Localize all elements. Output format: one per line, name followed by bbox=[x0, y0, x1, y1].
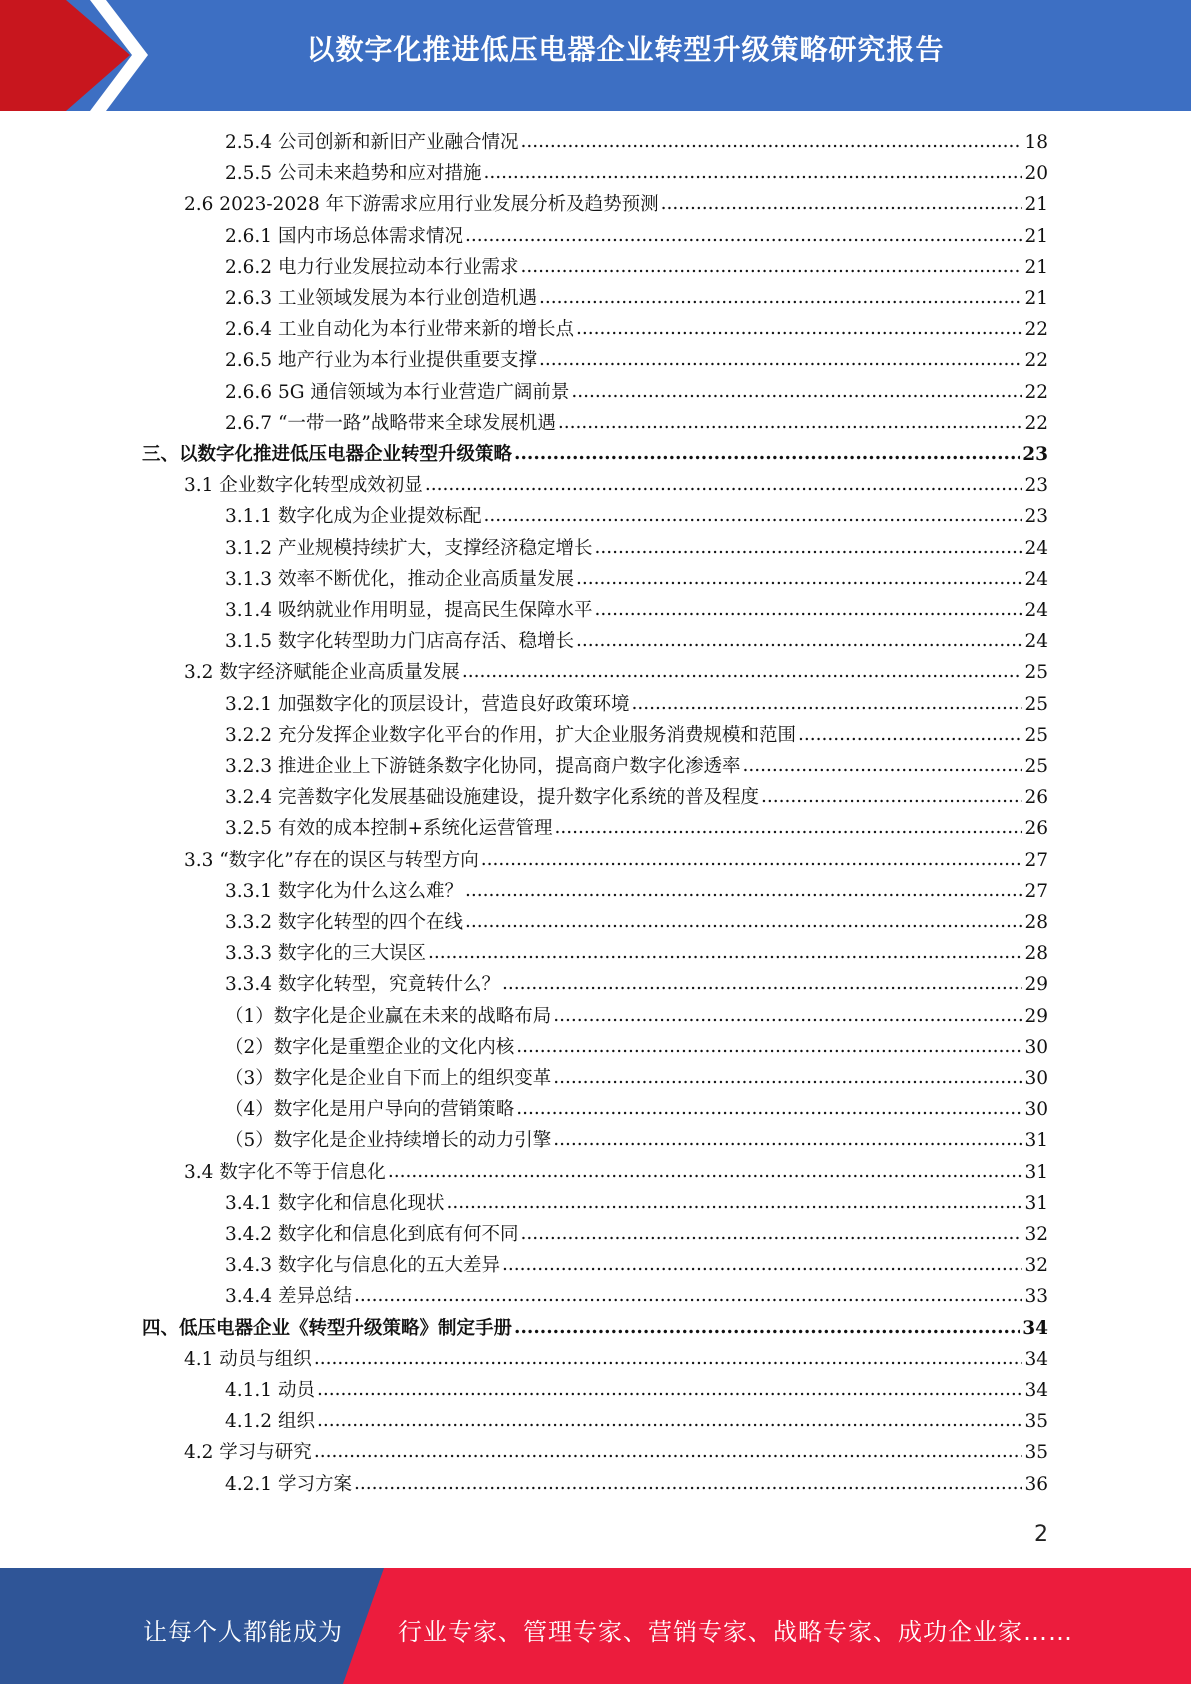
toc-entry-title: 3.2.3 推进企业上下游链条数字化协同，提高商户数字化渗透率 bbox=[225, 756, 741, 777]
toc-dot-leader bbox=[558, 407, 1023, 438]
toc-entry-page: 32 bbox=[1024, 1255, 1048, 1277]
toc-entry-title: 2.5.5 公司未来趋势和应对措施 bbox=[225, 163, 482, 185]
toc-entry[interactable] bbox=[225, 720, 1048, 751]
toc-dot-leader bbox=[514, 1312, 1020, 1343]
toc-dot-leader bbox=[483, 500, 1022, 531]
toc-entry-page: 30 bbox=[1024, 1099, 1048, 1121]
toc-entry-title: 四、低压电器企业《转型升级策略》制定手册 bbox=[142, 1317, 513, 1339]
toc-entry[interactable] bbox=[225, 1063, 1048, 1094]
toc-entry-title: 4.2.1 学习方案 bbox=[225, 1473, 352, 1495]
toc-entry-page: 28 bbox=[1024, 912, 1048, 933]
toc-entry[interactable] bbox=[142, 1313, 1048, 1344]
toc-entry-page: 30 bbox=[1024, 1036, 1048, 1058]
toc-dot-leader bbox=[462, 656, 1023, 687]
header-banner bbox=[0, 0, 1191, 111]
toc-entry[interactable] bbox=[225, 1219, 1048, 1250]
toc-entry[interactable] bbox=[225, 408, 1048, 439]
toc-entry[interactable] bbox=[225, 907, 1048, 938]
toc-entry-title: 3.2.2 充分发挥企业数字化平台的作用，扩大企业服务消费规模和范围 bbox=[225, 724, 796, 746]
toc-entry-title: 2.6.1 国内市场总体需求情况 bbox=[225, 225, 463, 247]
toc-entry-page: 30 bbox=[1024, 1068, 1048, 1089]
toc-dot-leader bbox=[594, 594, 1022, 625]
toc-entry-title: 3.1.1 数字化成为企业提效标配 bbox=[225, 506, 482, 528]
toc-entry-title: 3.4.1 数字化和信息化现状 bbox=[225, 1192, 445, 1214]
toc-dot-leader bbox=[465, 220, 1022, 251]
toc-dot-leader bbox=[539, 282, 1022, 313]
toc-entry[interactable] bbox=[184, 1157, 1048, 1188]
toc-entry-page: 24 bbox=[1024, 568, 1048, 590]
toc-entry-page: 24 bbox=[1024, 631, 1048, 653]
toc-entry-title: （3）数字化是企业自下而上的组织变革 bbox=[225, 1068, 552, 1089]
toc-dot-leader bbox=[553, 1062, 1022, 1093]
toc-entry[interactable] bbox=[225, 938, 1048, 969]
toc-entry[interactable] bbox=[225, 252, 1048, 283]
toc-entry-title: （1）数字化是企业赢在未来的战略布局 bbox=[225, 1005, 552, 1027]
toc-entry-page: 23 bbox=[1024, 506, 1048, 528]
toc-dot-leader bbox=[576, 625, 1022, 656]
toc-entry[interactable] bbox=[225, 377, 1048, 408]
toc-entry-title: 3.1.4 吸纳就业作用明显，提高民生保障水平 bbox=[225, 600, 593, 621]
toc-entry-title: （4）数字化是用户导向的营销策略 bbox=[225, 1099, 515, 1121]
toc-entry-title: 3.3.4 数字化转型，究竟转什么？ bbox=[225, 974, 500, 996]
toc-dot-leader bbox=[554, 812, 1022, 843]
toc-entry-page: 25 bbox=[1024, 662, 1048, 684]
toc-entry-page: 25 bbox=[1024, 724, 1048, 746]
toc-entry[interactable] bbox=[225, 283, 1048, 314]
toc-entry-title: 3.4.2 数字化和信息化到底有何不同 bbox=[225, 1224, 519, 1245]
toc-entry-page: 18 bbox=[1024, 132, 1048, 153]
toc-dot-leader bbox=[317, 1374, 1023, 1405]
toc-dot-leader bbox=[354, 1468, 1023, 1499]
toc-entry[interactable] bbox=[225, 1188, 1048, 1219]
toc-entry-title: 2.6 2023-2028 年下游需求应用行业发展分析及趋势预测 bbox=[184, 194, 659, 216]
toc-entry-page: 24 bbox=[1024, 537, 1048, 559]
toc-entry-title: 4.1 动员与组织 bbox=[184, 1348, 312, 1370]
toc-entry[interactable] bbox=[225, 876, 1048, 907]
toc-entry-title: 3.1.2 产业规模持续扩大，支撑经济稳定增长 bbox=[225, 537, 593, 559]
toc-entry-title: 3.2.5 有效的成本控制+系统化运营管理 bbox=[225, 818, 553, 840]
toc-entry-title: 3.3.3 数字化的三大误区 bbox=[225, 943, 426, 965]
toc-entry-page: 34 bbox=[1022, 1317, 1048, 1339]
toc-entry-title: 2.6.3 工业领域发展为本行业创造机遇 bbox=[225, 288, 537, 309]
toc-entry-page: 21 bbox=[1024, 256, 1048, 278]
toc-dot-leader bbox=[481, 844, 1023, 875]
toc-entry-page: 33 bbox=[1024, 1286, 1048, 1308]
toc-dot-leader bbox=[446, 1187, 1022, 1218]
toc-entry[interactable] bbox=[225, 1001, 1048, 1032]
toc-dot-leader bbox=[576, 313, 1022, 344]
toc-entry[interactable] bbox=[225, 345, 1048, 376]
toc-entry-title: 2.6.4 工业自动化为本行业带来新的增长点 bbox=[225, 319, 574, 341]
toc-dot-leader bbox=[520, 126, 1022, 157]
toc-entry-page: 35 bbox=[1024, 1442, 1048, 1464]
toc-dot-leader bbox=[661, 188, 1023, 219]
toc-entry-title: 4.2 学习与研究 bbox=[184, 1442, 312, 1464]
toc-entry-title: 3.1.3 效率不断优化，推动企业高质量发展 bbox=[225, 568, 574, 590]
toc-entry-page: 29 bbox=[1024, 1005, 1048, 1027]
toc-dot-leader bbox=[516, 1093, 1022, 1124]
toc-entry[interactable] bbox=[225, 564, 1048, 595]
footer-slogan-right: 行业专家、管理专家、营销专家、战略专家、成功企业家…… bbox=[398, 1618, 1073, 1646]
toc-entry-page: 26 bbox=[1024, 787, 1048, 809]
toc-entry-page: 25 bbox=[1024, 756, 1048, 777]
toc-entry[interactable] bbox=[225, 1375, 1048, 1406]
toc-entry-title: 3.2.1 加强数字化的顶层设计，营造良好政策环境 bbox=[225, 693, 630, 715]
toc-dot-leader bbox=[798, 719, 1022, 750]
toc-entry-title: 3.4.3 数字化与信息化的五大差异 bbox=[225, 1255, 500, 1277]
header-title: 以数字化推进低压电器企业转型升级策略研究报告 bbox=[306, 33, 945, 66]
toc-entry-title: 三、以数字化推进低压电器企业转型升级策略 bbox=[142, 444, 513, 465]
toc-entry[interactable] bbox=[184, 1437, 1048, 1468]
toc-entry-title: 4.1.2 组织 bbox=[225, 1411, 315, 1433]
toc-entry[interactable] bbox=[225, 501, 1048, 532]
toc-entry-title: （2）数字化是重塑企业的文化内核 bbox=[225, 1036, 515, 1058]
page-number: 2 bbox=[1034, 1522, 1048, 1547]
toc-entry[interactable] bbox=[184, 470, 1048, 501]
toc-entry[interactable] bbox=[184, 845, 1048, 876]
toc-dot-leader bbox=[516, 1031, 1022, 1062]
toc-entry-page: 35 bbox=[1024, 1411, 1048, 1433]
toc-dot-leader bbox=[465, 875, 1022, 906]
toc-entry-page: 32 bbox=[1024, 1224, 1048, 1245]
toc-dot-leader bbox=[317, 1405, 1023, 1436]
toc-entry[interactable] bbox=[225, 533, 1048, 564]
toc-entry-page: 20 bbox=[1024, 163, 1048, 185]
toc-entry[interactable] bbox=[225, 314, 1048, 345]
footer-banner bbox=[0, 1568, 1191, 1684]
toc-entry-title: 2.6.5 地产行业为本行业提供重要支撑 bbox=[225, 350, 537, 372]
toc-entry-title: 2.6.2 电力行业发展拉动本行业需求 bbox=[225, 256, 519, 278]
toc-entry-page: 34 bbox=[1024, 1380, 1048, 1401]
toc-entry-title: 3.1 企业数字化转型成效初显 bbox=[184, 475, 423, 497]
toc-entry-page: 23 bbox=[1024, 475, 1048, 497]
toc-entry[interactable] bbox=[225, 1032, 1048, 1063]
toc-entry[interactable] bbox=[225, 595, 1048, 626]
toc-entry-page: 21 bbox=[1024, 194, 1048, 216]
toc-entry-title: 3.4.4 差异总结 bbox=[225, 1286, 352, 1308]
toc-dot-leader bbox=[553, 1124, 1022, 1155]
toc-entry[interactable] bbox=[184, 1344, 1048, 1375]
toc-entry-page: 29 bbox=[1024, 974, 1048, 996]
toc-dot-leader bbox=[388, 1156, 1023, 1187]
toc-entry-page: 27 bbox=[1024, 849, 1048, 871]
toc-dot-leader bbox=[576, 563, 1022, 594]
toc-dot-leader bbox=[539, 344, 1022, 375]
toc-dot-leader bbox=[761, 781, 1022, 812]
toc-entry-page: 31 bbox=[1024, 1161, 1048, 1183]
toc-entry-title: 3.3.1 数字化为什么这么难？ bbox=[225, 880, 463, 902]
toc-entry-page: 22 bbox=[1024, 381, 1048, 403]
toc-dot-leader bbox=[631, 688, 1022, 719]
toc-entry[interactable] bbox=[184, 189, 1048, 220]
toc-dot-leader bbox=[514, 438, 1020, 469]
toc-entry[interactable] bbox=[225, 689, 1048, 720]
toc-dot-leader bbox=[520, 1218, 1022, 1249]
toc-entry[interactable] bbox=[225, 127, 1048, 158]
toc-entry-title: 3.3 “数字化”存在的误区与转型方向 bbox=[184, 849, 479, 871]
toc-dot-leader bbox=[428, 937, 1022, 968]
toc-dot-leader bbox=[502, 1249, 1022, 1280]
toc-dot-leader bbox=[594, 532, 1022, 563]
toc-entry[interactable] bbox=[225, 1125, 1048, 1156]
toc-entry-page: 31 bbox=[1024, 1192, 1048, 1214]
toc-entry-title: 2.6.6 5G 通信领域为本行业营造广阔前景 bbox=[225, 381, 570, 403]
toc-dot-leader bbox=[742, 750, 1022, 781]
toc-entry[interactable] bbox=[225, 221, 1048, 252]
toc-entry[interactable] bbox=[184, 657, 1048, 688]
toc-entry-title: 4.1.1 动员 bbox=[225, 1380, 315, 1401]
toc-dot-leader bbox=[354, 1280, 1023, 1311]
toc-entry-title: 3.2.4 完善数字化发展基础设施建设，提升数字化系统的普及程度 bbox=[225, 787, 759, 809]
toc-dot-leader bbox=[571, 376, 1022, 407]
toc-entry-page: 27 bbox=[1024, 880, 1048, 902]
toc-entry-page: 21 bbox=[1024, 288, 1048, 309]
toc-entry[interactable] bbox=[225, 969, 1048, 1000]
toc-entry-page: 23 bbox=[1022, 444, 1048, 465]
toc-entry-page: 24 bbox=[1024, 600, 1048, 621]
footer-slogan-left: 让每个人都能成为 bbox=[143, 1618, 343, 1646]
toc-entry[interactable] bbox=[225, 1094, 1048, 1125]
toc-dot-leader bbox=[520, 251, 1022, 282]
toc-entry-title: 3.3.2 数字化转型的四个在线 bbox=[225, 912, 463, 933]
toc-entry-page: 22 bbox=[1024, 319, 1048, 341]
toc-entry[interactable] bbox=[225, 751, 1048, 782]
toc-entry[interactable] bbox=[225, 1250, 1048, 1281]
toc-entry-page: 21 bbox=[1024, 225, 1048, 247]
toc-entry-page: 31 bbox=[1024, 1130, 1048, 1152]
toc-dot-leader bbox=[483, 157, 1022, 188]
toc-entry-page: 34 bbox=[1024, 1348, 1048, 1370]
toc-entry-page: 36 bbox=[1024, 1473, 1048, 1495]
toc-entry[interactable] bbox=[225, 626, 1048, 657]
toc-dot-leader bbox=[314, 1436, 1023, 1467]
toc-entry[interactable] bbox=[225, 158, 1048, 189]
toc-entry[interactable] bbox=[225, 1469, 1048, 1500]
toc-entry-title: 3.1.5 数字化转型助力门店高存活、稳增长 bbox=[225, 631, 574, 653]
toc-entry-page: 25 bbox=[1024, 693, 1048, 715]
toc-entry-title: 3.2 数字经济赋能企业高质量发展 bbox=[184, 662, 460, 684]
toc-dot-leader bbox=[425, 469, 1023, 500]
toc-entry-page: 22 bbox=[1024, 350, 1048, 372]
toc-entry-title: 2.6.7 “一带一路”战略带来全球发展机遇 bbox=[225, 412, 556, 434]
toc-entry[interactable] bbox=[142, 439, 1048, 470]
toc-dot-leader bbox=[502, 968, 1022, 999]
toc-entry-page: 26 bbox=[1024, 818, 1048, 840]
toc-entry[interactable] bbox=[225, 1406, 1048, 1437]
toc-entry-title: （5）数字化是企业持续增长的动力引擎 bbox=[225, 1130, 552, 1152]
toc-dot-leader bbox=[553, 1000, 1022, 1031]
toc-entry-title: 2.5.4 公司创新和新旧产业融合情况 bbox=[225, 132, 519, 153]
toc-entry[interactable] bbox=[225, 1281, 1048, 1312]
toc-dot-leader bbox=[314, 1343, 1023, 1374]
toc-entry[interactable] bbox=[225, 813, 1048, 844]
toc-entry-title: 3.4 数字化不等于信息化 bbox=[184, 1161, 386, 1183]
toc-entry-page: 28 bbox=[1024, 943, 1048, 965]
toc-entry[interactable] bbox=[225, 782, 1048, 813]
toc-dot-leader bbox=[465, 906, 1022, 937]
toc-entry-page: 22 bbox=[1024, 412, 1048, 434]
